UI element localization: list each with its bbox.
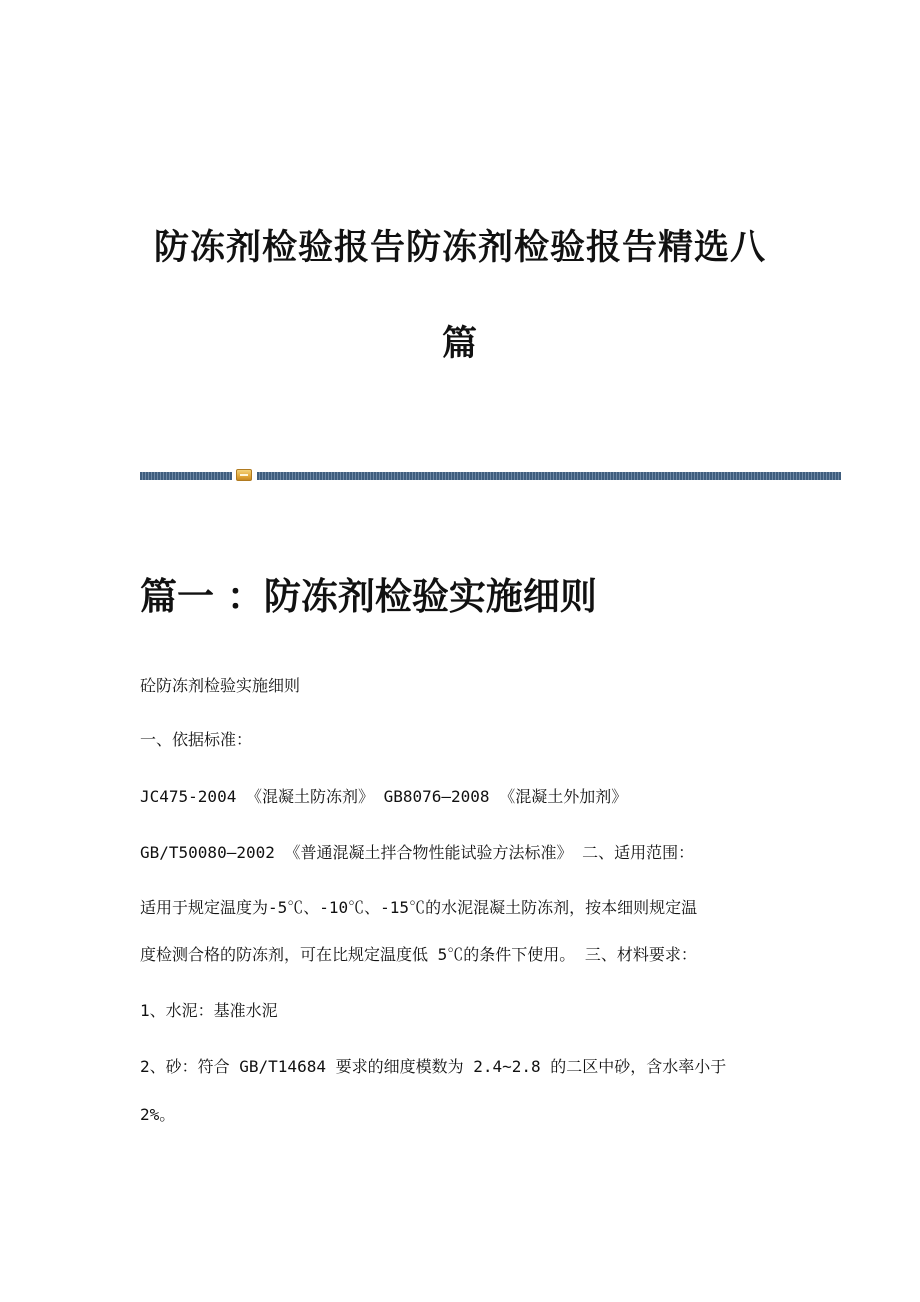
paragraph-1: 砼防冻剂检验实施细则 bbox=[140, 676, 301, 695]
paragraph-7: 1、水泥：基准水泥 bbox=[140, 1001, 278, 1020]
paragraph-3: JC475-2004 《混凝土防冻剂》 GB8076—2008 《混凝土外加剂》 bbox=[140, 787, 628, 806]
document-title-line-2: 篇 bbox=[441, 323, 478, 364]
divider-bar-right bbox=[257, 472, 841, 480]
paragraph-4: GB/T50080—2002 《普通混凝土拌合物性能试验方法标准》 二、适用范围： bbox=[140, 843, 695, 862]
section-heading: 篇一 ：防冻剂检验实施细则 bbox=[140, 575, 597, 618]
document-title-line-1: 防冻剂检验报告防冻剂检验报告精选八 bbox=[153, 227, 766, 268]
paragraph-2: 一、依据标准： bbox=[140, 730, 253, 749]
divider-ornament-icon bbox=[236, 469, 252, 481]
paragraph-9: 2%。 bbox=[140, 1105, 176, 1124]
paragraph-6: 度检测合格的防冻剂，可在比规定温度低 5℃的条件下使用。 三、材料要求： bbox=[140, 945, 697, 964]
paragraph-8: 2、砂：符合 GB/T14684 要求的细度模数为 2.4~2.8 的二区中砂，含水率小于 bbox=[140, 1057, 727, 1076]
divider-bar-left bbox=[140, 472, 232, 480]
paragraph-5: 适用于规定温度为-5℃、-10℃、-15℃的水泥混凝土防冻剂，按本细则规定温 bbox=[140, 898, 698, 917]
